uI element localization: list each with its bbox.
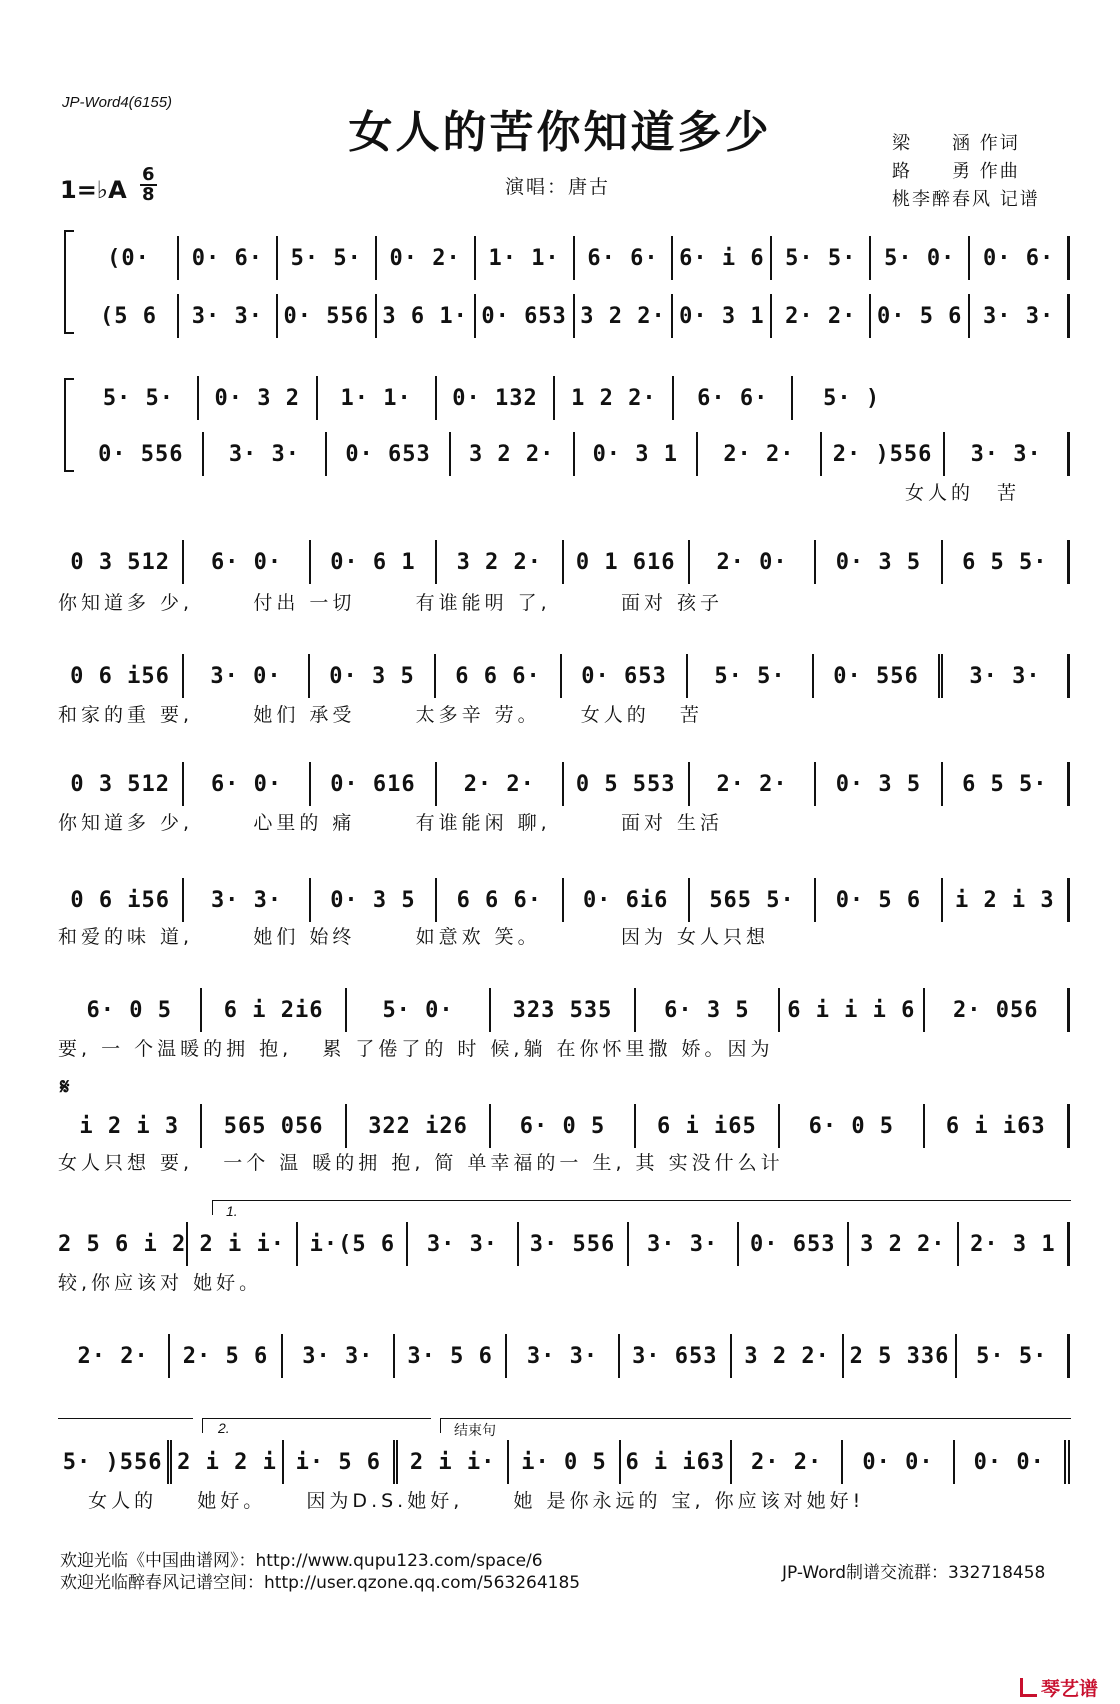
measure: 0· 653 — [739, 1222, 849, 1266]
lyric-line: 女人的 她好。 因为D.S.她好, 她 是你永远的 宝, 你应该对她好! — [58, 1490, 865, 1512]
measure: 565 5· — [690, 878, 816, 922]
measure: 0· 3 5 — [816, 762, 942, 806]
measure: 3· 3· — [943, 654, 1070, 698]
measure: 0 6 i56 — [58, 654, 184, 698]
measure: 2· 5 6 — [170, 1334, 282, 1378]
qq-group: JP-Word制谱交流群：332718458 — [782, 1563, 1046, 1583]
measure: 3 2 2· — [451, 432, 575, 476]
measure: 0· 6 1 — [311, 540, 437, 584]
lyric-line: 和家的重 要, 她们 承受 太多辛 劳。 女人的 苦 — [58, 704, 703, 726]
measure: 0· 653 — [327, 432, 451, 476]
measure: 2· 2· — [772, 294, 871, 338]
measure: 6· 0· — [184, 540, 310, 584]
tie-continuation-line — [58, 1418, 193, 1433]
measure: 2 5 336 — [844, 1334, 956, 1378]
credits — [892, 130, 1040, 214]
measure: 2· 2· — [437, 762, 563, 806]
measure: 2 i i· — [398, 1440, 509, 1484]
measure: 0· 556 — [814, 654, 943, 698]
measure: 6· 0 5 — [491, 1104, 635, 1148]
site-logo — [1020, 1674, 1098, 1701]
measure: i· 5 6 — [284, 1440, 398, 1484]
singer: 演唱：唐古 — [505, 176, 611, 198]
footer-link-1: 欢迎光临《中国曲谱网》：http://www.qupu123.com/space/6 — [60, 1551, 543, 1571]
measure: 3· 5 6 — [395, 1334, 507, 1378]
measure: 6 i i65 — [636, 1104, 780, 1148]
measure: i· 0 5 — [509, 1440, 620, 1484]
measure: 3· 3· — [970, 294, 1070, 338]
time-numerator: 6 — [142, 164, 155, 185]
measure: 3 2 2· — [849, 1222, 959, 1266]
measure: 5· ) — [823, 385, 881, 411]
measure: 5· 5· — [80, 376, 199, 420]
measure: 2· 0· — [690, 540, 816, 584]
measure: 3· 3· — [945, 432, 1070, 476]
measure: 3 2 2· — [575, 294, 674, 338]
first-ending-label: 1. — [226, 1203, 238, 1219]
lyric-line: 女人的 苦 — [905, 482, 1021, 504]
measure: 5· 5· — [957, 1334, 1070, 1378]
measure: 2· 2· — [732, 1440, 843, 1484]
measure: 6 i i63 — [925, 1104, 1070, 1148]
measure: 2· 2· — [698, 432, 822, 476]
measure: 5· 5· — [688, 654, 814, 698]
logo-text: 琴艺谱 — [1041, 1678, 1099, 1700]
measure: 3· 653 — [620, 1334, 732, 1378]
lyric-line: 你知道多 少, 付出 一切 有谁能明 了, 面对 孩子 — [58, 592, 723, 614]
measure: 0 1 616 — [564, 540, 690, 584]
measure: 0· 556 — [278, 294, 377, 338]
melody-line-9 — [58, 1440, 1070, 1484]
time-signature — [140, 166, 157, 204]
measure: (5 6 — [80, 294, 179, 338]
measure: 5· 5· — [772, 236, 871, 280]
lyric-line: 较,你应该对 她好。 — [58, 1272, 263, 1294]
measure: 3· 3· — [204, 432, 328, 476]
measure: 5· 0· — [871, 236, 970, 280]
measure: 1· 1· — [476, 236, 575, 280]
lyric-line: 女人只想 要, 一个 温 暖的拥 抱, 简 单幸福的一 生, 其 实没什么计 — [58, 1152, 784, 1174]
measure: 6 6 6· — [436, 654, 562, 698]
measure: 2 i 2 i — [172, 1440, 283, 1484]
measure: 3· 556 — [519, 1222, 629, 1266]
measure: 2· )556 — [822, 432, 946, 476]
measure: 0· 2· — [377, 236, 476, 280]
intro2-lower-staff — [80, 432, 1070, 476]
measure: 2· 056 — [925, 988, 1070, 1032]
measure: 5· 0· — [347, 988, 491, 1032]
measure: 0· 3 5 — [310, 654, 436, 698]
measure: 6 6 6· — [437, 878, 563, 922]
measure: 323 535 — [491, 988, 635, 1032]
measure: 0· 616 — [311, 762, 437, 806]
second-ending-bracket — [202, 1418, 431, 1433]
logo-icon — [1020, 1678, 1037, 1697]
measure: 0· 653 — [476, 294, 575, 338]
measure: 565 056 — [202, 1104, 346, 1148]
measure: 2· 3 1 — [959, 1222, 1070, 1266]
measure: 5· 5· — [278, 236, 377, 280]
melody-line-6 — [58, 1104, 1070, 1148]
measure: 3· 3· — [629, 1222, 739, 1266]
melody-line-4 — [58, 878, 1070, 922]
measure: 6 5 5· — [943, 540, 1070, 584]
measure: 0· 653 — [562, 654, 688, 698]
measure: 2· 2· — [690, 762, 816, 806]
measure: 6· i 6 — [673, 236, 772, 280]
measure: 0· 6i6 — [564, 878, 690, 922]
measure: 1 2 2· — [555, 376, 674, 420]
measure: 0· 6· — [179, 236, 278, 280]
footer-link-2: 欢迎光临醉春风记谱空间：http://user.qzone.qq.com/563264185 — [60, 1573, 581, 1593]
melody-line-3 — [58, 762, 1070, 806]
measure: 3· 3· — [283, 1334, 395, 1378]
melody-line-5 — [58, 988, 1070, 1032]
measure: 2 i i· — [188, 1222, 298, 1266]
measure: 6 i i i 6 — [780, 988, 924, 1032]
measure: 3· 3· — [184, 878, 310, 922]
measure: 0· 0· — [955, 1440, 1070, 1484]
melody-line-1 — [58, 540, 1070, 584]
source-label: JP-Word4(6155) — [62, 94, 173, 111]
transcriber: 桃李醉春风 记谱 — [892, 189, 1040, 210]
measure: 1· 1· — [318, 376, 437, 420]
measure: 6· 0 5 — [58, 988, 202, 1032]
measure: (0· — [80, 236, 179, 280]
measure: 2 5 6 i 2 — [58, 1222, 188, 1266]
measure: 6 i 2i6 — [202, 988, 346, 1032]
key-signature: 1=♭A — [60, 176, 127, 204]
measure: 0· 5 6 — [816, 878, 942, 922]
measure: 0· 3 5 — [816, 540, 942, 584]
melody-line-8 — [58, 1334, 1070, 1378]
coda-label: 结束句 — [454, 1422, 496, 1438]
song-title: 女人的苦你知道多少 — [348, 107, 772, 158]
coda-bracket — [440, 1418, 1071, 1433]
measure: i 2 i 3 — [58, 1104, 202, 1148]
melody-line-7 — [58, 1222, 1070, 1266]
measure: i 2 i 3 — [943, 878, 1070, 922]
measure: 0 5 553 — [564, 762, 690, 806]
measure: 6· 6· — [674, 376, 793, 420]
measure: 0· 3 5 — [311, 878, 437, 922]
measure: 5· )556 — [58, 1440, 172, 1484]
composer: 路 勇 作曲 — [892, 161, 1020, 182]
measure: 6· 6· — [575, 236, 674, 280]
measure: 0· 3 2 — [199, 376, 318, 420]
measure: i·(5 6 — [298, 1222, 408, 1266]
time-denominator: 8 — [142, 184, 155, 205]
lyric-line: 你知道多 少, 心里的 痛 有谁能闲 聊, 面对 生活 — [58, 812, 723, 834]
measure: 2· 2· — [58, 1334, 170, 1378]
measure: 6· 3 5 — [636, 988, 780, 1032]
measure: 0· 0· — [843, 1440, 954, 1484]
measure: 0· 3 1 — [575, 432, 699, 476]
second-ending-label: 2. — [218, 1420, 230, 1436]
measure: 0· 556 — [80, 432, 204, 476]
measure: 3· 0· — [184, 654, 310, 698]
measure: 0· 5 6 — [871, 294, 970, 338]
measure: 0· 6· — [970, 236, 1070, 280]
measure: 3 2 2· — [732, 1334, 844, 1378]
intro-lower-staff — [80, 294, 1070, 338]
measure: 0 6 i56 — [58, 878, 184, 922]
measure: 0· 3 1 — [673, 294, 772, 338]
system-brace — [64, 230, 74, 334]
measure: 0· 132 — [437, 376, 556, 420]
measure: 0 3 512 — [58, 762, 184, 806]
measure: 3· 3· — [179, 294, 278, 338]
measure: 322 i26 — [347, 1104, 491, 1148]
lyricist: 梁 涵 作词 — [892, 133, 1020, 154]
first-ending-bracket — [212, 1200, 1071, 1215]
melody-line-2 — [58, 654, 1070, 698]
segno-sign: 𝄋 — [60, 1074, 70, 1100]
measure: 3· 3· — [507, 1334, 619, 1378]
measure: 6· 0· — [184, 762, 310, 806]
measure: 6· 0 5 — [780, 1104, 924, 1148]
system-brace — [64, 378, 74, 472]
intro-upper-staff — [80, 236, 1070, 280]
lyric-line: 和爱的味 道, 她们 始终 如意欢 笑。 因为 女人只想 — [58, 926, 769, 948]
measure: 3· 3· — [408, 1222, 518, 1266]
measure: 6 i i63 — [621, 1440, 732, 1484]
intro2-upper-staff — [80, 376, 910, 420]
measure: 3 2 2· — [437, 540, 563, 584]
measure: 0 3 512 — [58, 540, 184, 584]
measure: 6 5 5· — [943, 762, 1070, 806]
measure: 3 6 1· — [377, 294, 476, 338]
lyric-line: 要, 一 个温暖的拥 抱, 累 了倦了的 时 候,躺 在你怀里撒 娇。因为 — [58, 1038, 774, 1060]
